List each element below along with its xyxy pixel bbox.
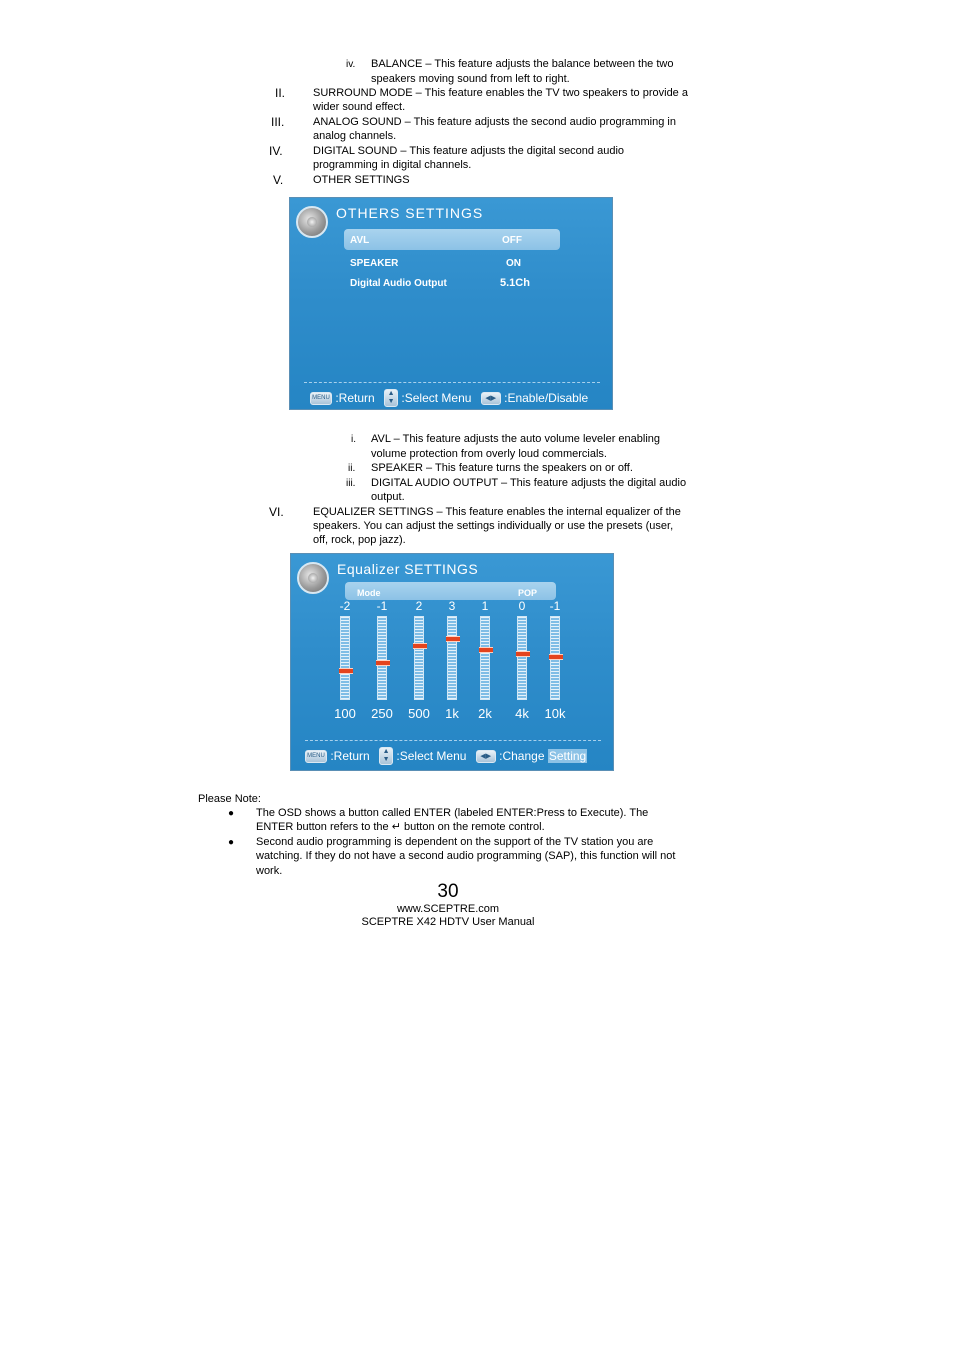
slider-knob[interactable]: [479, 647, 493, 653]
item-IV-line2: programming in digital channels.: [313, 159, 472, 171]
slider-knob[interactable]: [376, 660, 390, 666]
item-iii-line1: DIGITAL AUDIO OUTPUT – This feature adjusts the digital audio: [371, 477, 687, 489]
item-IV-line1: DIGITAL SOUND – This feature adjusts the digital second audio: [313, 145, 625, 157]
mode-label: Mode: [357, 588, 381, 598]
footer-divider: [305, 740, 601, 741]
item-IV-number: IV.: [269, 144, 283, 158]
menu-key-icon: MENU: [305, 750, 327, 763]
item-iii-line2: output.: [371, 491, 405, 503]
item-II-line2: wider sound effect.: [313, 101, 406, 113]
item-iv-number: iv.: [346, 59, 356, 70]
band-slider[interactable]: [447, 616, 457, 700]
digital-audio-output-label[interactable]: Digital Audio Output: [350, 278, 447, 289]
disc-icon: [296, 206, 328, 238]
avl-value: OFF: [502, 235, 522, 246]
footer-change: :Change: [499, 748, 545, 763]
mode-value: POP: [518, 588, 538, 598]
band-frequency-label: 10k: [544, 706, 566, 721]
band-slider[interactable]: [550, 616, 560, 700]
item-ii-number: ii.: [348, 463, 356, 474]
note-bullet2-line1: Second audio programming is dependent on the support of the TV station you are: [256, 836, 654, 848]
footer-return: :Return: [330, 748, 370, 763]
band-slider[interactable]: [480, 616, 490, 700]
page-number: 30: [437, 881, 459, 902]
avl-row-highlight[interactable]: [344, 229, 560, 250]
up-down-key-icon: ▲ ▼: [379, 747, 393, 765]
item-i-line2: volume protection from overly loud commercials.: [371, 448, 607, 460]
item-i-number: i.: [351, 434, 356, 445]
bullet-icon: ●: [228, 837, 235, 848]
band-frequency-label: 250: [371, 706, 393, 721]
footer-setting: Setting: [548, 748, 587, 763]
item-i-line1: AVL – This feature adjusts the auto volume leveler enabling: [371, 433, 661, 445]
slider-knob[interactable]: [446, 636, 460, 642]
slider-knob[interactable]: [516, 651, 530, 657]
band-value: -2: [339, 599, 351, 613]
speaker-value: ON: [506, 258, 521, 269]
band-slider[interactable]: [414, 616, 424, 700]
slider-knob[interactable]: [549, 654, 563, 660]
band-value: 3: [448, 599, 456, 613]
item-II-line1: SURROUND MODE – This feature enables the TV two speakers to provide a: [313, 87, 688, 99]
note-heading: Please Note:: [198, 793, 261, 805]
note-bullet2-line2: watching. If they do not have a second audio programming (SAP), this function will not: [256, 850, 676, 862]
slider-knob[interactable]: [339, 668, 353, 674]
footer-enable-disable: :Enable/Disable: [504, 390, 589, 405]
band-value: 0: [518, 599, 526, 613]
band-value: -1: [376, 599, 388, 613]
band-frequency-label: 100: [334, 706, 356, 721]
item-VI-line1: EQUALIZER SETTINGS – This feature enables the internal equalizer of the: [313, 506, 681, 518]
others-settings-screen: [289, 197, 613, 410]
footer-website: www.SCEPTRE.com: [396, 903, 500, 915]
item-VI-line2: speakers. You can adjust the settings individually or use the presets (user,: [313, 520, 674, 532]
avl-label: AVL: [350, 235, 370, 246]
up-down-key-icon: ▲ ▼: [384, 389, 398, 407]
band-value: 2: [415, 599, 423, 613]
item-ii-line1: SPEAKER – This feature turns the speakers on or off.: [371, 462, 633, 474]
item-III-line2: analog channels.: [313, 130, 397, 142]
osd-title: OTHERS SETTINGS: [336, 205, 484, 221]
slider-knob[interactable]: [413, 643, 427, 649]
osd-footer: [290, 389, 612, 407]
left-right-key-icon: ◀▶: [476, 750, 496, 763]
bullet-icon: ●: [228, 808, 235, 819]
footer-manual-title: SCEPTRE X42 HDTV User Manual: [361, 916, 535, 928]
band-value: -1: [549, 599, 561, 613]
band-slider[interactable]: [377, 616, 387, 700]
disc-icon: [297, 562, 329, 594]
band-frequency-label: 500: [408, 706, 430, 721]
item-iii-number: iii.: [346, 478, 356, 489]
item-iv-line1: BALANCE – This feature adjusts the balance between the two: [371, 58, 674, 70]
digital-audio-output-value: 5.1Ch: [500, 277, 530, 289]
item-iv-line2: speakers moving sound from left to right.: [371, 73, 570, 85]
footer-return: :Return: [335, 390, 375, 405]
equalizer-settings-screen: [290, 553, 614, 771]
item-III-line1: ANALOG SOUND – This feature adjusts the second audio programming in: [313, 116, 676, 128]
menu-key-icon: MENU: [310, 392, 332, 405]
item-V-line1: OTHER SETTINGS: [313, 174, 410, 186]
band-value: 1: [481, 599, 489, 613]
footer-divider: [304, 382, 600, 383]
footer-select-menu: :Select Menu: [401, 390, 472, 405]
item-V-number: V.: [273, 173, 284, 187]
speaker-label[interactable]: SPEAKER: [350, 258, 399, 269]
left-right-key-icon: ◀▶: [481, 392, 501, 405]
note-bullet2-line3: work.: [256, 865, 283, 877]
item-II-number: II.: [275, 86, 286, 100]
band-frequency-label: 2k: [478, 706, 492, 721]
band-slider[interactable]: [517, 616, 527, 700]
osd-footer: [291, 747, 613, 765]
item-III-number: III.: [271, 115, 285, 129]
band-frequency-label: 1k: [445, 706, 459, 721]
item-VI-line3: off, rock, pop jazz).: [313, 534, 406, 546]
item-VI-number: VI.: [269, 505, 284, 519]
band-frequency-label: 4k: [515, 706, 529, 721]
note-bullet1-line2: ENTER button refers to the ↵ button on the remote control.: [256, 821, 545, 833]
note-bullet1-line1: The OSD shows a button called ENTER (labeled ENTER:Press to Execute). The: [256, 807, 649, 819]
osd-title: Equalizer SETTINGS: [337, 561, 479, 577]
band-slider[interactable]: [340, 616, 350, 700]
footer-select-menu: :Select Menu: [396, 748, 467, 763]
